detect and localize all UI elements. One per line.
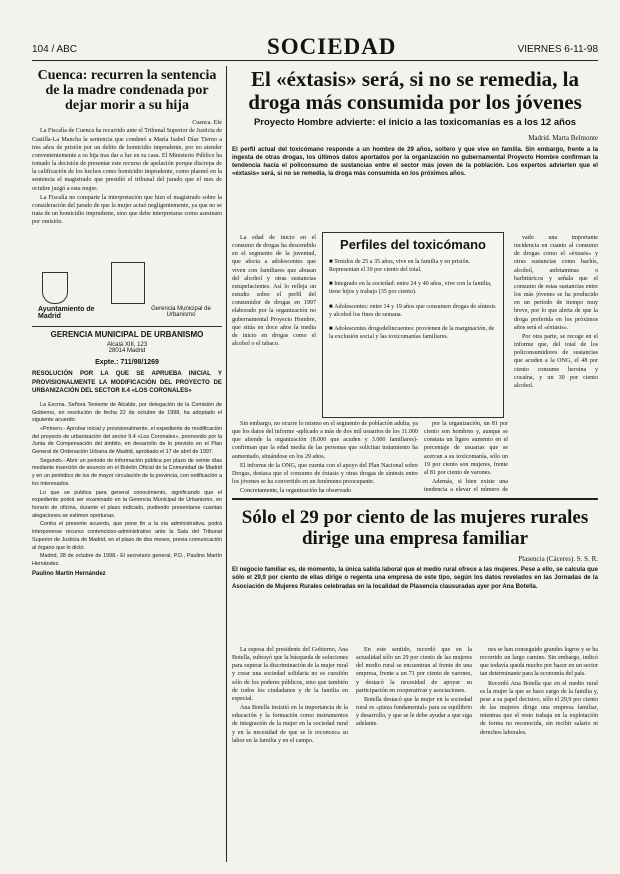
resolution-title: RESOLUCIÓN POR LA QUE SE APRUEBA INICIAL Y PROVISIONALMENTE LA MODIFICACIÓN DEL PROYECTO DE URBANIZACIÓN DEL SECTOR II.4 «LOS CORONALES» — [32, 370, 222, 395]
top-lead: El perfil actual del toxicómano responde a un hombre de 29 años, soltero y que vive en familia. Sin embargo, frente a la ingesta de otras drogas, los últimos datos aportados por la organización no gubernamental Proyecto Hombre confirman la tendencia hacia el policonsumo de sustancias entre el sector más joven de la población. Los expertos advierten que el «éxtasis» será, si no se remedia, la droga más consumida en los próximos años. — [232, 145, 598, 177]
paragraph: La edad de inicio en el consumo de drogas ha descendido en el segmento de la juventud, que afecta a adolescentes que viven con familiares que abusan del alcohol y otras sustancias estupefacientes. Así lo refleja un estudio sobre el perfil del consumidor de drogas en 1997 elaborado por la organización no gubernamental Proyecto Hombre, que sitúa en doce años la media de inicio en drogas como el alcohol o el tabaco. — [232, 235, 316, 348]
top-column-3 — [424, 420, 508, 494]
paragraph: Recordó Ana Botella que en el medio rural es la mujer la que se hace cargo de la familia y, pese a su papel decisivo, sólo el 29,9 por ciento de las mujeres dirige una empresa familiar, mientras que el resto trabaja en la explotación de forma no reconocida, sin recibir salario ni derechos laborales. — [480, 680, 598, 736]
paragraph: La Fiscalía no comparte la interpretación que hizo el magistrado sobre la consideración del jurado de que la mujer actuó negligentemente, ya que no se trata de un homicidio imprudente, sino que debe interpretarse como asesinato por omisión. — [32, 194, 222, 226]
gerencia-address: Alcalá XIII, 123 — [106, 342, 148, 349]
gerencia-city: 28014 Madrid — [108, 348, 146, 355]
file-number: Expte.: 711/98/1269 — [95, 359, 159, 367]
paragraph: Contra el presente acuerdo, que pone fin a la vía administrativa, podrá interponerse recurso contencioso-administrativo ante la Sala del Tribunal Superior de Justicia de Madrid, en el plazo de dos meses, previa comunicación al órgano que lo dictó. — [32, 521, 222, 551]
top-subheadline: Proyecto Hombre advierte: el inicio a las toxicomanías es a los 12 años — [253, 117, 577, 129]
urbanismo-logo-icon — [111, 262, 145, 304]
paragraph: Sin embargo, no ocurre lo mismo en el segmento de población adulta, ya que los datos del informe -aplicado a más de dos mil usuarios de los 11.000 que atiende la organización (8.000 que acuden y 3.000 familiares)- confirman que la edad media de las personas que solicitan tratamiento ha aumentado, situándose en los 29 años. — [232, 421, 418, 460]
paragraph: por la organización, un 81 por ciento son hombres y, aunque se constata un ligero aumento en el porcentaje de usuarias que se acercan a su toxicomanía, sólo un 19 por ciento son mujeres, frente al 81 por ciento de varones. — [424, 421, 508, 476]
paragraph: vado una importante incidencia en cuanto al consumo de drogas como el «éxtasis» y otras sustancias como hachís, alcohol, anfetaminas o barbitúricos y señala que el consumo de estas sustancias entre los más jóvenes se ha producido en un periodo de tiempo muy breve, por lo que alerta de que la droga preferida en los próximos años será el «éxtasis». — [514, 235, 598, 331]
ayuntamiento-name: Ayuntamiento de Madrid — [38, 306, 95, 321]
left-article-body — [32, 127, 222, 226]
section-title: SOCIEDAD — [267, 34, 397, 59]
paragraph: La esposa del presidente del Gobierno, Ana Botella, subrayó que la búsqueda de soluciones para superar la discriminación de la mujer rural y crear una sociedad solidaria no es cuestión sólo de los poderes públicos, sino que también de todos los ciudadanos y de la familia en especial. — [232, 647, 348, 702]
top-article — [232, 68, 598, 494]
left-dateline: Cuenca. Efe — [192, 120, 222, 127]
bottom-column-3 — [480, 646, 598, 858]
ayuntamiento-notice — [32, 262, 222, 576]
list-item: ■ Adolescentes: entre 14 y 19 años que consumen drogas de síntesis y alcohol los fines de semana. — [329, 303, 497, 319]
paragraph: La Fiscalía de Cuenca ha recurrido ante el Tribunal Superior de Justicia de Castilla-La Mancha la sentencia que condenó a María Isabel Díaz Tierno a tres años de prisión por un delito de homicidio imprudente, por no atender convenientemente a su hija tras dar a luz en su casa. El Ministerio Público ha tomado la decisión de presentar este recurso de apelación porque discrepa de la calificación de los hechos como homicidio imprudente, como plasmó en la sentencia el magistrado que presidió el tribunal del jurado que el mes de octubre juzgó a esta mujer. — [32, 128, 222, 192]
left-column — [32, 68, 222, 858]
top-headline: El «éxtasis» será, si no se remedia, la droga más consumida por los jóvenes — [248, 68, 582, 114]
bottom-article — [232, 506, 598, 858]
paragraph: En este sentido, recordó que en la actualidad sólo un 29 por ciento de las mujeres del medio rural se encuentran al frente de una empresa, frente a un 71 por ciento de varones, y destacó la necesidad de apoyar su participación en cooperativas y asociaciones. — [356, 647, 472, 694]
paragraph: El informe de la ONG, que cuenta con el apoyo del Plan Nacional sobre Drogas, destaca que el consumo de éxtasis y otras drogas de síntesis entre los jóvenes se ha convertido en un fenómeno preocupante. — [232, 462, 418, 486]
top-column-2 — [232, 420, 418, 494]
bottom-column-1 — [232, 646, 348, 858]
paragraph: Botella destacó que la mujer en la sociedad rural es «pieza fundamental» para su equilibrio y desarrollo, y que se le debe ayudar a que siga adelante. — [356, 696, 472, 728]
paragraph: Lo que se publica para general conocimiento, significando que el expediente podrá ser examinado en la Gerencia Municipal de Urbanismo, en horario de oficina, durante el plazo indicado, pudiendo presentarse cuantas alegaciones se estimen oportunas. — [32, 489, 222, 519]
paragraph: Ana Botella insistió en la importancia de la educación y la formación como instrumentos de integración de la mujer en la sociedad rural y en la necesidad de que se le reconozca su labor en la familia y en el campo. — [232, 705, 348, 744]
page-header — [32, 34, 598, 61]
top-dateline: Madrid. Marta Belmonte — [528, 134, 598, 143]
bottom-lead: El negocio familiar es, de momento, la única salida laboral que el medio rural ofrece a las mujeres. Pese a ello, se calcula que sólo el 29,9 por ciento de ellas dirige o regenta una empresa de este tipo, según los datos revelados en las Jornadas de la Asociación de Mujeres Rurales celebradas en la localidad de Plasencia clausuradas ayer por Ana Botella. — [232, 566, 598, 590]
list-item: ■ Integrado en la sociedad: entre 24 y 40 años, vive con la familia, tiene hijos y trabajo (35 por ciento). — [329, 280, 497, 296]
bottom-dateline: Plasencia (Cáceres). S. S. R. — [518, 555, 598, 564]
column-divider — [226, 66, 227, 862]
paragraph: Además, si bien existe una tendencia a elevar el número de — [424, 479, 508, 494]
signature: Paulino Martín Hernández — [32, 570, 106, 577]
top-column-1 — [232, 234, 316, 414]
paragraph: La Excma. Señora Teniente de Alcalde, por delegación de la Comisión de Gobierno, en resolución de fecha 22 de octubre de 1998, ha adoptado el siguiente acuerdo: — [32, 401, 222, 424]
top-column-4 — [514, 234, 598, 494]
article-divider — [232, 498, 598, 500]
issue-date: VIERNES 6-11-98 — [517, 44, 598, 55]
perfiles-title: Perfiles del toxicómano — [340, 237, 486, 252]
paragraph: nes se han conseguido grandes logros y se ha recorrido un largo camino. Sin embargo, indicó que todavía queda mucho por hacer en un sector tan determinante para la economía del país. — [480, 647, 598, 678]
perfiles-box — [322, 232, 504, 418]
paragraph: Por otra parte, se recoge en el informe que, del total de los policonsumidores de sustancias que acuden a la ONG, el 48 por ciento consume heroína y cocaína, y un 30 por ciento alcohol. — [514, 333, 598, 389]
gerencia-unit: Gerencia Municipal de Urbanismo — [151, 306, 211, 319]
bottom-headline: Sólo el 29 por ciento de las mujeres rurales dirige una empresa familiar — [241, 507, 589, 549]
list-item: ■ Tenidos de 25 a 35 años, vive en la familia y en prisión. Representan el 39 por ciento del total. — [329, 258, 497, 274]
paragraph: Segundo.- Abrir un periodo de información pública por plazo de veinte días mediante inserción de anuncio en el Boletín Oficial de la Comunidad de Madrid y en un periódico de los de mayor circulación de la provincia, con notificación a los interesados. — [32, 457, 222, 487]
bottom-column-2 — [356, 646, 472, 858]
paragraph: Concretamente, la organización ha observado — [240, 488, 352, 494]
list-item: ■ Adolescentes drogodelincuentes: provienen de la marginación, de la exclusión social y las toxicomanías familiares. — [329, 325, 497, 341]
page-number: 104 / ABC — [32, 44, 78, 55]
paragraph: Madrid, 28 de octubre de 1998.- El secretario general, P.D., Paulino Martín Hernández. — [32, 553, 222, 567]
paragraph: «Primero.- Aprobar inicial y provisionalmente, el expediente de modificación del proyecto de urbanización del sector II.4 «Los Coronales», promovido por la Junta de Compensación del ámbito, en desarrollo de lo previsto en el Plan General de Ordenación Urbana de Madrid, aprobado el 17 de abril de 1997. — [32, 425, 222, 456]
madrid-coat-of-arms-icon — [42, 272, 68, 304]
left-headline: Cuenca: recurren la sentencia de la madre condenada por dejar morir a su hija — [37, 68, 217, 114]
gerencia-title: GERENCIA MUNICIPAL DE URBANISMO — [32, 326, 222, 339]
